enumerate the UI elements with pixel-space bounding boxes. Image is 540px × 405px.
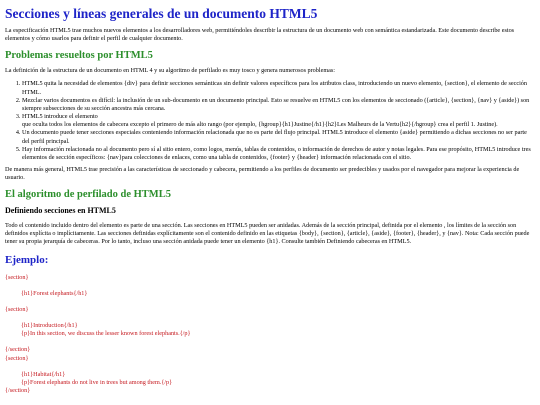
list-item: 4. Un documento puede tener secciones especiales conteniendo información relacionada que no es parte del flujo principal. HTML5 introduce el elemento {aside} permitiendo a dichas secciones no ser parte del perfil principal.: [22, 129, 535, 145]
code-line: {/section}: [5, 387, 31, 395]
list-item: 5. Hay información relacionada no al documento pero sí al sitio entero, como logos, menús, tablas de contenidos, o información de derechos de autor y notas legales. Para ese propósito, HTML5 introduce tres elementos de sección específicos: {nav}para colecciones de enlaces, como una tabla de contenidos, {footer} y {header} información relacionada con el sitio.: [22, 146, 535, 162]
list-item: 1. HTML5 quita la necesidad de elementos {div} para definir secciones semánticas sin definir valores específicos para los atributos class, introduciendo un nuevo elemento, {section}, el elemento de sección HTML.: [22, 80, 535, 96]
algorithm-heading: El algoritmo de perfilado de HTML5: [5, 188, 171, 200]
list-item: 3. HTML5 introduce el elemento: [22, 113, 535, 121]
page-title: Secciones y líneas generales de un documento HTML5: [5, 6, 318, 21]
problems-heading: Problemas resueltos por HTML5: [5, 49, 153, 61]
code-line: {p}Forest elephants do not live in trees but among them.{/p}: [21, 379, 173, 387]
problems-list: [5, 80, 535, 162]
example-heading: Ejemplo:: [5, 254, 49, 267]
code-line: {h1}Forest elephants{/h1}: [21, 289, 88, 297]
algorithm-subheading: Definiendo secciones en HTML5: [5, 206, 116, 216]
intro-paragraph: La especificación HTML5 trae muchos nuevos elementos a los desarrolladores web, permitiéndoles describir la estructura de un documento web con semántica estandarizada. Este documento describe estos elementos y cómo usarlos para definir el perfil de cualquier documento.: [5, 27, 515, 43]
code-line: {h1}Introduction{/h1}: [21, 322, 78, 330]
list-item: 2. Mezclar varios documentos es difícil: la inclusión de un sub-documento en un documento principal. Esto se resuelve en HTML5 con los elementos de seccionado ({article}, {section}, {nav} y {aside}) son siempre subsecciones de su sección ancestra más cercana.: [22, 97, 535, 113]
code-line: {h1}Habitat{/h1}: [21, 370, 66, 378]
code-line: {/section}: [5, 346, 31, 354]
list-item-continuation: que oculta todos los elementos de cabecera excepto el primero de más alto rango (por ejemplo, {hgroup}{h1}Justine{/h1}{h2}Les Malheurs de la Vertu{h2}{/hgroup} crea el perfil 1. Justine).: [22, 121, 498, 129]
code-line: {p}In this section, we discuss the lesser known forest elephants.{/p}: [21, 330, 191, 338]
code-line: {section}: [5, 354, 29, 362]
problems-closing: De manera más general, HTML5 trae precisión a las características de seccionado y cabecera, permitiendo a los perfiles de documento ser predecibles y usados por el navegador para mejorar la experiencia de usuario.: [5, 166, 520, 182]
code-line: {section}: [5, 305, 29, 313]
problems-lead: La definición de la estructura de un documento en HTML 4 y su algoritmo de perfilado es muy tosco y genera numerosos problemas:: [5, 67, 336, 75]
code-example: [5, 274, 535, 396]
algorithm-text: Todo el contenido incluido dentro del elemento es parte de una sección. Las secciones en HTML5 pueden ser anidadas. Además de la sección principal, definida por el elemento , los límites de la sección son definidos explícita o implícitamente. Las secciones definidas explícitamente son el contenido definido en las etiquetas {body}, {section}, {article}, {aside}, {footer}, {header}, y {nav}. Nota: Cada sección puede tener su propia jerarquía de cabeceras. Por lo tanto, incluso una sección anidada puede tener un elemento {h1}. Consulte también Definiendo cabeceras en HTML5.: [5, 221, 530, 246]
code-line: {section}: [5, 273, 29, 281]
